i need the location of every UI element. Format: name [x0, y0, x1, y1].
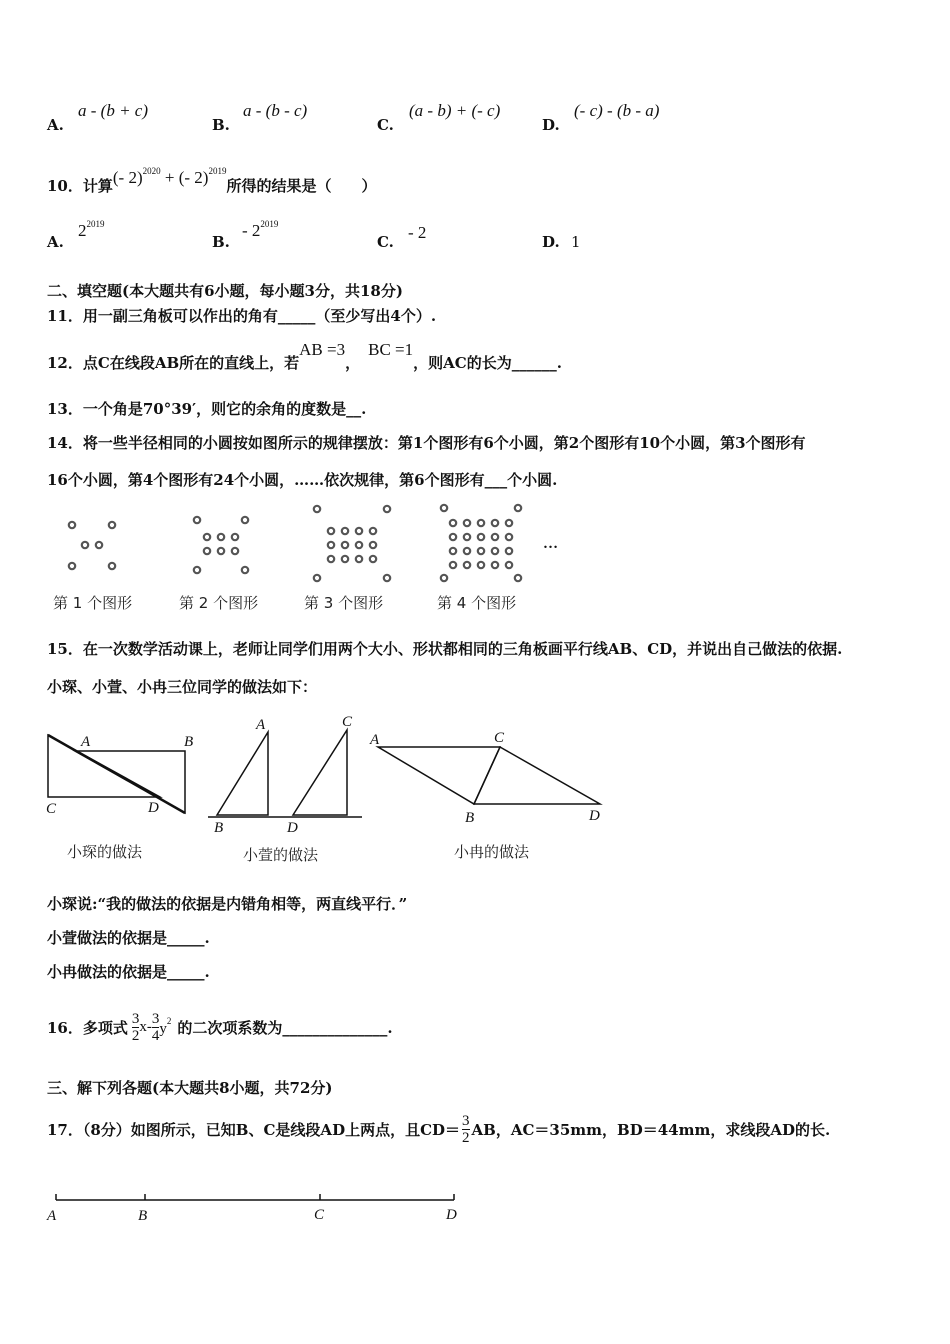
q15-caption-3: 小冉的做法 [454, 843, 530, 861]
q9-option-c-expr: (a - b) + (- c) [409, 101, 501, 120]
q15-line-1: 15．在一次数学活动课上，老师让同学们用两个大小、形状都相同的三角板画平行线AB、CD，并说出自己做法的依据. [47, 640, 843, 658]
q14-line-1: 14．将一些半径相同的小圆按如图所示的规律摆放：第1个图形有6个小圆，第2个图形有10个小圆，第3个图形有 [47, 434, 806, 452]
section-2-heading: 二、填空题(本大题共有6小题，每小题3分，共18分) [47, 282, 403, 300]
q15-f2-label-b: B [214, 820, 224, 836]
q14-line-2: 16个小圆，第4个图形有24个小圆，……依次规律，第6个图形有___个小圆. [47, 471, 558, 489]
q12-question: 12．点C在线段AB所在的直线上，若AB =3，BC =1，则AC的长为______. [47, 340, 562, 372]
q15-f1-label-d: D [148, 800, 159, 816]
q10-option-c-value: - 2 [408, 223, 427, 242]
q10-option-d-label: D. [542, 233, 560, 251]
q14-caption-3: 第 3 个图形 [304, 594, 384, 612]
q9-option-a-expr: a - (b + c) [78, 101, 149, 120]
q13-question: 13．一个角是70°39′，则它的余角的度数是__. [47, 400, 367, 418]
q14-caption-2: 第 2 个图形 [179, 594, 259, 612]
q14-caption-4: 第 4 个图形 [437, 594, 517, 612]
q10-question: 10．计算(- 2)$^{2020}$ + (- 2)$^{2019}$所得的结果是（ ） [47, 166, 377, 195]
q15-f3-label-d: D [589, 808, 600, 824]
q9-option-d-label: D. [542, 116, 560, 134]
q15-caption-1: 小琛的做法 [67, 843, 143, 861]
q17-fraction: $\frac{3}{2}$ [462, 1112, 470, 1146]
q9-option-b-expr: a - (b - c) [243, 101, 308, 120]
q17-label-d: D [446, 1207, 457, 1223]
q11-question: 11．用一副三角板可以作出的角有_____（至少写出4个）. [47, 307, 437, 325]
q15-f3-label-a: A [370, 732, 380, 748]
q10-option-c-label: C. [377, 233, 394, 251]
q15-caption-2: 小萱的做法 [243, 846, 319, 864]
q16-fraction-1: $\frac{3}{2}$ [131, 1010, 140, 1044]
q16-question: 16．多项式 $\frac{3}{2}$ x- $\frac{3}{4}$ $y^2$ 的二次项系数为______________. [47, 1010, 393, 1044]
q9-option-d-expr: (- c) - (b - a) [574, 101, 660, 120]
q14-caption-1: 第 1 个图形 [53, 594, 133, 612]
q15-f3-label-b: B [465, 810, 475, 826]
q10-option-b-value: - $2^{2019}$ [242, 219, 279, 240]
q10-option-d-value: 1 [571, 233, 581, 251]
q15-line-2: 小琛、小萱、小冉三位同学的做法如下： [47, 678, 318, 696]
q9-option-c-label: C. [377, 116, 394, 134]
q17-label-b: B [138, 1208, 148, 1224]
q15-f1-label-c: C [46, 801, 57, 817]
q15-f3-label-c: C [494, 730, 505, 746]
q9-option-b-label: B. [212, 116, 230, 134]
q15-xiaoxuan-basis: 小萱做法的依据是_____. [47, 929, 210, 947]
q15-f1-label-a: A [81, 734, 91, 750]
q15-f1-label-b: B [184, 734, 194, 750]
q10-option-a-label: A. [47, 233, 64, 251]
q17-question: 17．（8分）如图所示，已知B、C是线段AD上两点，且CD＝ $\frac{3}{2}$ AB，AC＝35mm，BD＝44mm，求线段AD的长. [47, 1112, 831, 1146]
section-3-heading: 三、解下列各题(本大题共8小题，共72分) [47, 1079, 333, 1097]
q10-option-b-label: B. [212, 233, 230, 251]
q15-xiaoran-basis: 小冉做法的依据是_____. [47, 963, 210, 981]
q17-label-a: A [47, 1208, 57, 1224]
q17-label-c: C [314, 1207, 325, 1223]
q15-f2-label-c: C [342, 714, 353, 730]
q10-option-a-value: $2^{2019}$ [78, 219, 105, 240]
q15-xiaochen-says: 小琛说:“我的做法的依据是内错角相等，两直线平行．” [47, 895, 408, 913]
q9-option-a-label: A. [47, 116, 64, 134]
q15-f2-label-d: D [287, 820, 298, 836]
q15-f2-label-a: A [256, 717, 266, 733]
q14-ellipsis: … [543, 536, 558, 552]
q16-fraction-2: $\frac{3}{4}$ [151, 1010, 160, 1044]
